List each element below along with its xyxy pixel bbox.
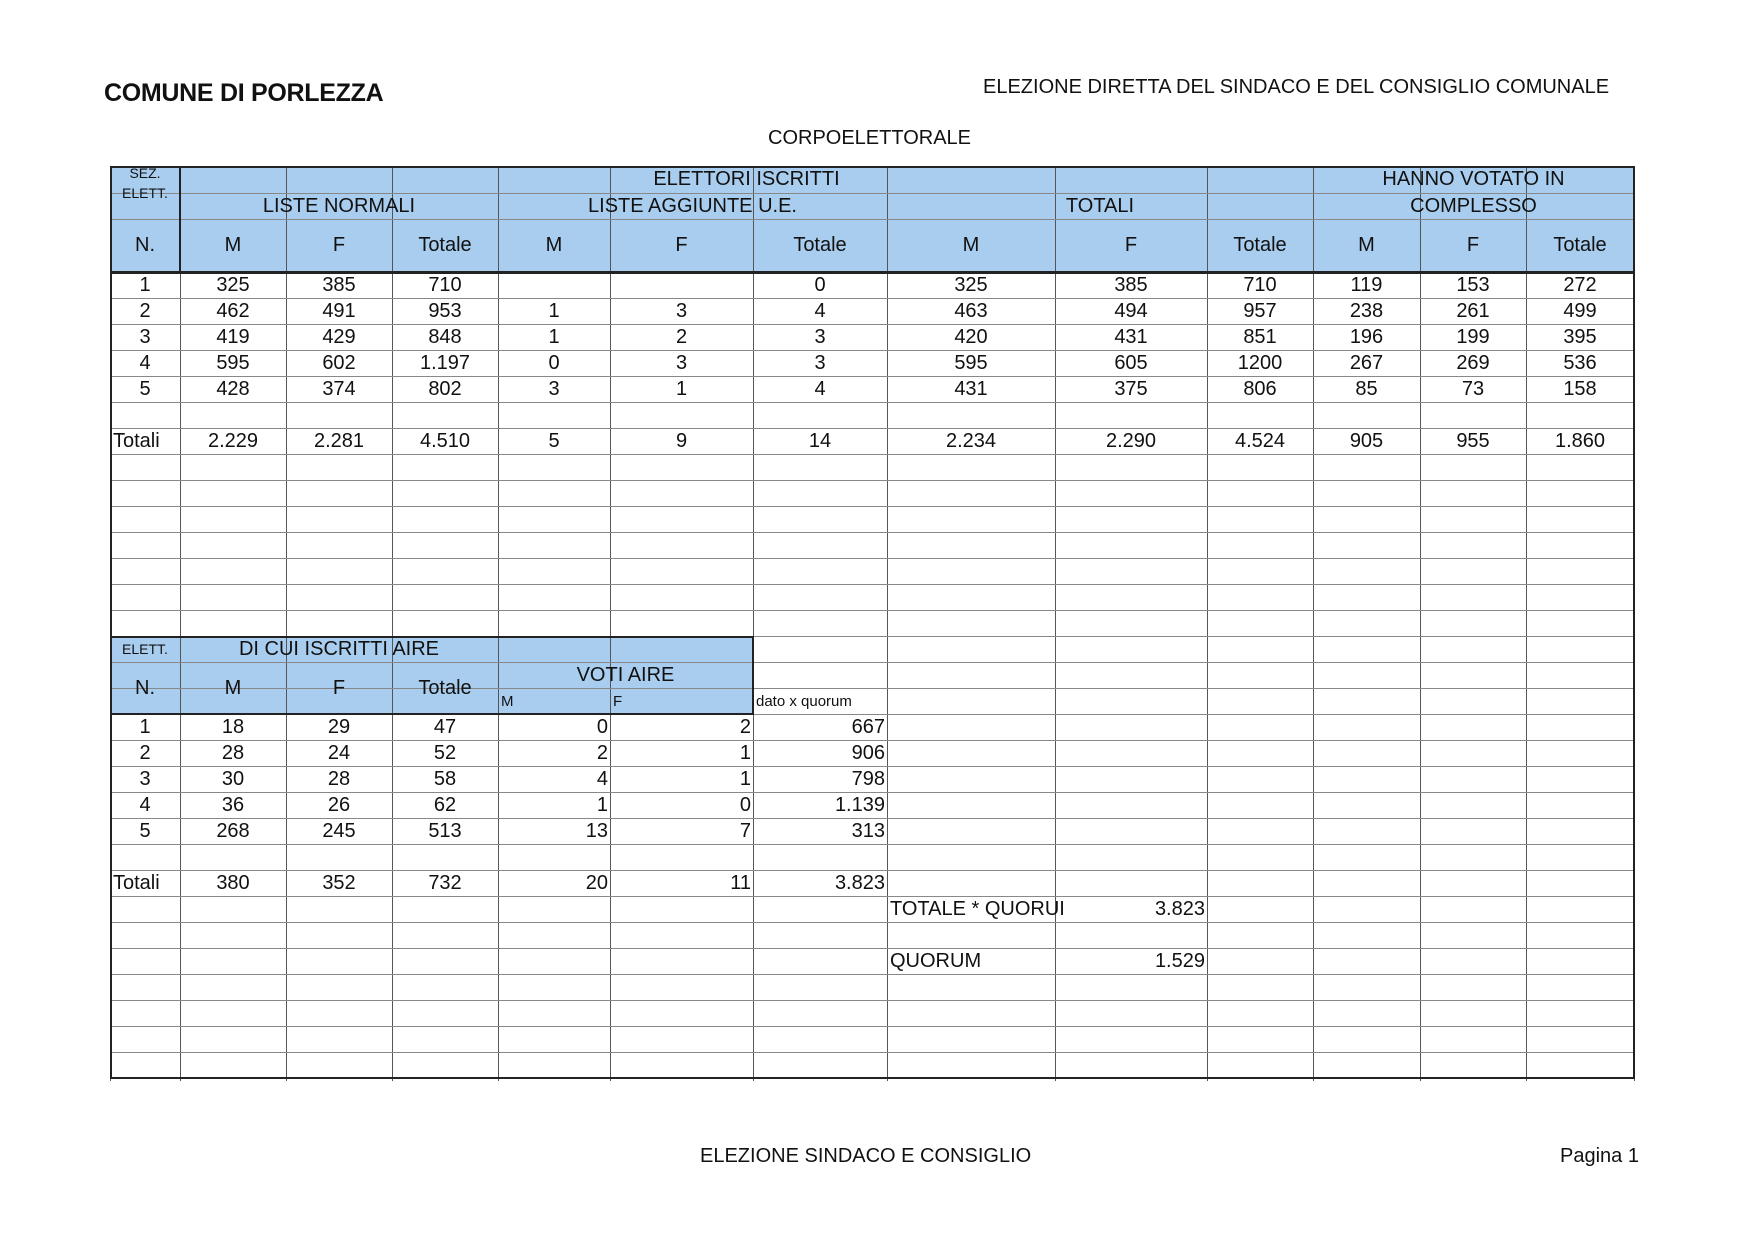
table-cell: 428: [216, 377, 250, 400]
table-cell: 85: [1355, 377, 1378, 400]
elett-label: ELETT.: [122, 185, 168, 201]
quorum-label: QUORUM: [890, 949, 982, 972]
totals-cell: 4.510: [419, 429, 471, 452]
table-cell: 196: [1349, 325, 1384, 348]
table-cell: 431: [954, 377, 988, 400]
table-cell: 13: [585, 819, 608, 842]
column-header: F: [1466, 234, 1480, 256]
table-cell: 374: [322, 377, 356, 400]
table-cell: 272: [1563, 273, 1597, 296]
table-cell: 52: [433, 741, 457, 764]
hanno-votato-header: HANNO VOTATO IN: [1382, 168, 1565, 190]
table-cell: 802: [428, 377, 462, 400]
table-cell: 5: [139, 819, 151, 842]
table-cell: 29: [327, 715, 351, 738]
table-cell: 710: [1243, 273, 1277, 296]
totals-cell: 14: [808, 429, 832, 452]
table-cell: 1: [548, 325, 560, 348]
table-cell: 462: [216, 299, 250, 322]
table-cell: 47: [433, 715, 457, 738]
table-cell: 667: [851, 715, 885, 738]
column-header: F: [332, 676, 346, 699]
aire-header: DI CUI ISCRITTI AIRE: [238, 637, 440, 660]
table-cell: 385: [1114, 273, 1148, 296]
table-cell: 238: [1349, 299, 1384, 322]
group-liste-aggiunte: LISTE AGGIUNTE U.E.: [588, 194, 797, 217]
column-header: F: [1124, 234, 1138, 256]
table-cell: 957: [1243, 299, 1277, 322]
column-header: F: [332, 234, 346, 256]
totals-cell: 380: [216, 871, 250, 894]
elett-label-2: ELETT.: [122, 641, 168, 657]
totals-cell: 3.823: [834, 871, 885, 894]
column-header: Totale: [1233, 234, 1287, 256]
table-cell: 62: [433, 793, 457, 816]
table-cell: 419: [216, 325, 250, 348]
totals-cell: 2.229: [207, 429, 259, 452]
table-cell: 0: [814, 273, 826, 296]
table-cell: 26: [327, 793, 351, 816]
table-cell: 499: [1563, 299, 1597, 322]
table-cell: 1: [596, 793, 608, 816]
totals-label: Totali: [113, 871, 160, 894]
table-cell: 30: [221, 767, 245, 790]
table-cell: 58: [433, 767, 457, 790]
table-cell: 605: [1114, 351, 1148, 374]
table-cell: 1: [139, 715, 151, 738]
voti-aire-header: VOTI AIRE: [576, 663, 675, 686]
page-number: Pagina 1: [1560, 1145, 1639, 1167]
table-cell: 325: [216, 273, 250, 296]
table-cell: 245: [322, 819, 356, 842]
spreadsheet-grid: [110, 166, 1634, 1081]
table-cell: 595: [954, 351, 988, 374]
table-cell: 595: [216, 351, 250, 374]
totals-label: Totali: [113, 429, 160, 452]
totals-cell: 352: [322, 871, 356, 894]
totale-quorum-label: TOTALE * QUORUI: [890, 897, 1065, 920]
section-subtitle: CORPOELETTORALE: [768, 127, 972, 149]
column-header: M: [224, 676, 242, 699]
column-header: Totale: [418, 234, 472, 256]
table-cell: 4: [814, 377, 826, 400]
table-cell: 1.139: [834, 793, 885, 816]
table-cell: 36: [221, 793, 245, 816]
table-cell: 1: [548, 299, 560, 322]
table-cell: 1.197: [419, 351, 471, 374]
table-cell: 119: [1350, 273, 1383, 296]
table-cell: 429: [322, 325, 356, 348]
table-cell: 18: [221, 715, 245, 738]
totals-cell: 2.290: [1105, 429, 1157, 452]
totals-cell: 5: [548, 429, 560, 452]
table-cell: 806: [1243, 377, 1277, 400]
table-cell: 0: [548, 351, 560, 374]
table-cell: 1200: [1237, 351, 1283, 374]
table-cell: 3: [548, 377, 560, 400]
table-cell: 267: [1349, 351, 1384, 374]
table-cell: 420: [954, 325, 988, 348]
table-cell: 73: [1461, 377, 1485, 400]
table-cell: 0: [596, 715, 608, 738]
quorum-value: 1.529: [1154, 949, 1205, 972]
totals-cell: 20: [585, 871, 608, 894]
totals-cell: 11: [730, 871, 751, 894]
table-cell: 431: [1114, 325, 1148, 348]
table-cell: 0: [739, 793, 751, 816]
totale-quorum-value: 3.823: [1154, 897, 1205, 920]
table-cell: [610, 272, 753, 298]
table-cell: 4: [139, 793, 151, 816]
table-cell: 848: [428, 325, 462, 348]
totals-cell: 4.524: [1234, 429, 1286, 452]
table-cell: 2: [596, 741, 608, 764]
table-cell: [498, 272, 610, 298]
table-cell: 2: [675, 325, 688, 348]
sub-header: dato x quorum: [756, 692, 852, 710]
table-cell: 1: [675, 377, 688, 400]
table-cell: 261: [1456, 299, 1490, 322]
hanno-votato-header-2: COMPLESSO: [1410, 194, 1537, 217]
table-cell: 269: [1456, 351, 1490, 374]
comune-title: COMUNE DI PORLEZZA: [104, 79, 384, 107]
table-cell: 375: [1114, 377, 1148, 400]
table-cell: 385: [322, 273, 356, 296]
table-cell: 953: [428, 299, 462, 322]
table-cell: 3: [675, 299, 688, 322]
table-cell: 602: [322, 351, 356, 374]
table-cell: 313: [851, 819, 885, 842]
table-cell: 463: [954, 299, 988, 322]
totals-cell: 955: [1456, 429, 1490, 452]
table-cell: 3: [814, 325, 826, 348]
column-header: M: [224, 234, 242, 256]
table-cell: 1: [739, 741, 751, 764]
column-header: Totale: [1553, 234, 1607, 256]
elettori-iscritti-header: ELETTORI ISCRITTI: [653, 168, 840, 190]
totals-cell: 9: [675, 429, 688, 452]
group-totali: TOTALI: [1065, 194, 1135, 217]
table-cell: 494: [1114, 299, 1148, 322]
table-cell: 24: [327, 741, 351, 764]
table-cell: 158: [1563, 377, 1597, 400]
table-cell: 4: [139, 351, 151, 374]
table-cell: 2: [739, 715, 751, 738]
election-title: ELEZIONE DIRETTA DEL SINDACO E DEL CONSIGLIO COMUNALE: [983, 76, 1610, 98]
table-cell: 491: [322, 299, 356, 322]
table-cell: 2: [139, 299, 151, 322]
group-liste-normali: LISTE NORMALI: [262, 194, 416, 217]
column-header: M: [545, 234, 563, 256]
table-cell: 3: [814, 351, 826, 374]
table-cell: 7: [739, 819, 751, 842]
table-cell: 28: [327, 767, 351, 790]
table-cell: 395: [1563, 325, 1597, 348]
totals-cell: 905: [1349, 429, 1384, 452]
table-cell: 5: [139, 377, 151, 400]
table-cell: 1: [739, 767, 751, 790]
column-header: Totale: [418, 676, 472, 699]
table-cell: 268: [216, 819, 250, 842]
table-cell: 153: [1456, 273, 1490, 296]
table-cell: 3: [139, 767, 151, 790]
totals-cell: 2.234: [945, 429, 997, 452]
sez-label: SEZ.: [129, 165, 161, 181]
sub-header: M: [501, 692, 514, 710]
n-label-2: N.: [135, 676, 155, 699]
totals-cell: 732: [428, 871, 462, 894]
table-cell: 3: [675, 351, 688, 374]
column-header: M: [1358, 234, 1375, 256]
totals-cell: 1.860: [1554, 429, 1606, 452]
column-header: F: [675, 234, 688, 256]
n-label: N.: [135, 234, 155, 256]
table-cell: 851: [1243, 325, 1277, 348]
table-cell: 4: [596, 767, 608, 790]
table-cell: 28: [221, 741, 245, 764]
sub-header: F: [613, 692, 623, 710]
table-cell: 2: [139, 741, 151, 764]
footer-title: ELEZIONE SINDACO E CONSIGLIO: [700, 1145, 1032, 1167]
table-cell: 1: [139, 273, 151, 296]
table-cell: 325: [954, 273, 988, 296]
table-cell: 536: [1563, 351, 1597, 374]
totals-cell: 2.281: [313, 429, 365, 452]
table-cell: 199: [1456, 325, 1490, 348]
table-cell: 906: [851, 741, 885, 764]
table-cell: 798: [851, 767, 885, 790]
column-header: Totale: [793, 234, 847, 256]
table-cell: 4: [814, 299, 826, 322]
table-cell: 710: [428, 273, 462, 296]
table-cell: 513: [428, 819, 462, 842]
column-header: M: [962, 234, 980, 256]
table-cell: 3: [139, 325, 151, 348]
